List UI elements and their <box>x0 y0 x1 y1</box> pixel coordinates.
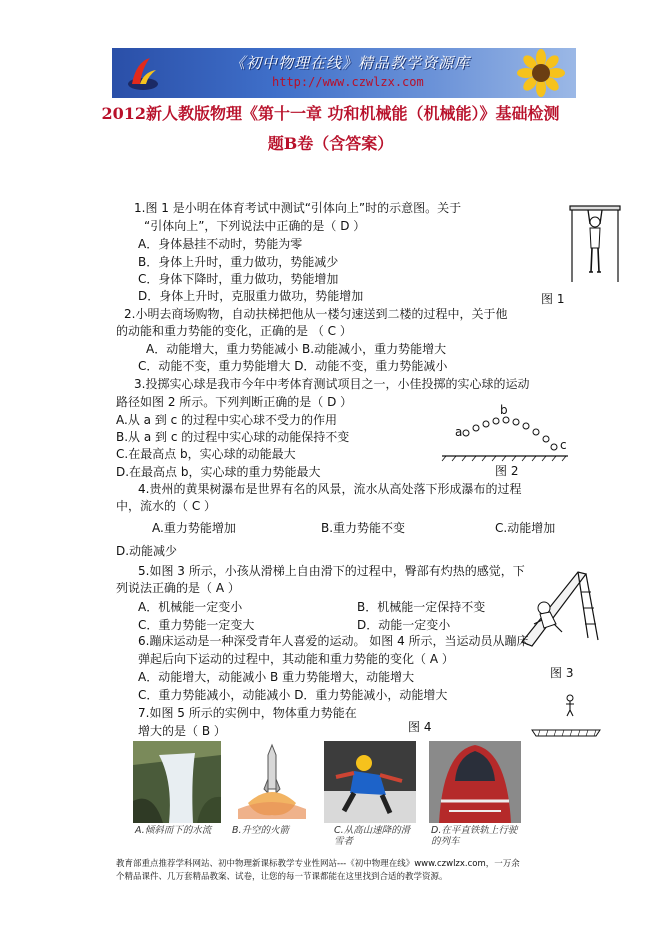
q3-option-d: D.在最高点 b，实心球的重力势能最大 <box>116 465 321 479</box>
q4-option-d: D.动能减少 <box>116 544 178 558</box>
q3-stem: 3.投掷实心球是我市今年中考体育测试项目之一，小佳投掷的实心球的运动 <box>134 377 530 391</box>
q7-stem-2: 增大的是（ B ） <box>138 724 226 738</box>
photo-waterfall <box>133 741 221 849</box>
fig1-caption: 图 1 <box>541 292 565 306</box>
q1-option-b: B．身体上升时，重力做功，势能减少 <box>138 255 339 269</box>
footer-line1: 教育部重点推荐学科网站、初中物理新课标教学专业性网站---《初中物理在线》www.czwlzx.com，一万余 <box>116 859 520 869</box>
train-icon <box>429 741 521 823</box>
q5-stem-2: 列说法正确的是（ A ） <box>116 581 240 595</box>
q3-stem-2: 路径如图 2 所示。下列判断正确的是（ D ） <box>116 395 353 409</box>
q3-option-b: B.从 a 到 c 的过程中实心球的动能保持不变 <box>116 430 350 444</box>
q1-option-c: C．身体下降时，重力做功，势能增加 <box>138 272 339 286</box>
fig2-caption: 图 2 <box>495 464 519 478</box>
q5-option-d: D．动能一定变小 <box>357 618 451 632</box>
fig4-caption: 图 4 <box>408 720 432 734</box>
q2-stem-2: 的动能和重力势能的变化，正确的是 （ C ） <box>116 324 352 338</box>
q2-options-cd: C．动能不变，重力势能增大 D．动能不变，重力势能减小 <box>138 359 448 373</box>
fig3-caption: 图 3 <box>550 666 574 680</box>
q4-option-a: A.重力势能增加 <box>152 521 236 535</box>
q4-stem-2: 中，流水的（ C ） <box>116 499 217 513</box>
photo-skier <box>324 741 416 849</box>
q3-option-a: A.从 a 到 c 的过程中实心球不受力的作用 <box>116 413 338 427</box>
waterfall-icon <box>133 741 221 823</box>
q4-option-b: B.重力势能不变 <box>321 521 406 535</box>
q6-stem: 6.蹦床运动是一种深受青年人喜爱的运动。 如图 4 所示，当运动员从蹦床 <box>138 634 529 648</box>
q4-option-c: C.动能增加 <box>495 521 556 535</box>
doc-title-line2: 题B卷（含答案） <box>267 134 394 153</box>
photo-train <box>429 741 521 849</box>
q5-option-b: B．机械能一定保持不变 <box>357 600 486 614</box>
trajectory-label-a: a <box>455 425 463 439</box>
q6-options-ab: A．动能增大，动能减小 B 重力势能增大，动能增大 <box>138 670 415 684</box>
trajectory-label-c: c <box>560 438 567 452</box>
photo-caption-d: D.在平直铁轨上行驶的列车 <box>431 825 518 847</box>
trampoline-figure <box>530 690 602 738</box>
q3-option-c: C.在最高点 b，实心球的动能最大 <box>116 447 296 461</box>
q5-option-a: A．机械能一定变小 <box>138 600 243 614</box>
q7-stem: 7.如图 5 所示的实例中，物体重力势能在 <box>138 706 357 720</box>
skier-icon <box>324 741 416 823</box>
q6-options-cd: C．重力势能减小，动能减小 D．重力势能减小，动能增大 <box>138 688 448 702</box>
photo-caption-a: A.倾斜而下的水流 <box>135 825 212 836</box>
photo-rocket <box>228 741 316 849</box>
q2-stem: 2.小明去商场购物，自动扶梯把他从一楼匀速送到二楼的过程中，关于他 <box>124 307 508 321</box>
footer-line2: 个精品课件、几万套精品教案、试卷，让您的每一节课都能在这里找到合适的教学资源。 <box>116 872 448 882</box>
photo-caption-c: C.从高山速降的滑雪者 <box>334 825 411 847</box>
q1-stem: 1.图 1 是小明在体育考试中测试“引体向上”时的示意图。关于 <box>134 201 462 215</box>
q2-options-ab: A．动能增大，重力势能减小 B.动能减小，重力势能增大 <box>146 342 447 356</box>
q6-stem-2: 弹起后向下运动的过程中，其动能和重力势能的变化（ A ） <box>138 652 454 666</box>
pull-up-figure <box>568 200 624 282</box>
banner-url[interactable]: http://www.czwlzx.com <box>272 75 424 89</box>
q5-stem: 5.如图 3 所示，小孩从滑梯上自由滑下的过程中，臀部有灼热的感觉，下 <box>138 564 525 578</box>
header-banner <box>112 48 576 98</box>
q1-option-a: A．身体悬挂不动时，势能为零 <box>138 237 303 251</box>
q5-option-c: C．重力势能一定变大 <box>138 618 255 632</box>
q1-stem-2: “引体向上”，下列说法中正确的是（ D ） <box>144 219 366 233</box>
doc-title-line1: 2012新人教版物理《第十一章 功和机械能（机械能）》基础检测 <box>101 104 560 123</box>
photo-caption-b: B.升空的火箭 <box>232 825 290 836</box>
rocket-icon <box>228 741 316 823</box>
trajectory-label-b: b <box>500 403 508 417</box>
q1-option-d: D．身体上升时，克服重力做功，势能增加 <box>138 289 364 303</box>
sunflower-icon <box>512 50 570 96</box>
q4-stem: 4.贵州的黄果树瀑布是世界有名的风景，流水从高处落下形成瀑布的过程 <box>138 482 522 496</box>
banner-title: 《初中物理在线》精品教学资源库 <box>230 54 471 72</box>
site-logo-icon <box>126 54 160 92</box>
